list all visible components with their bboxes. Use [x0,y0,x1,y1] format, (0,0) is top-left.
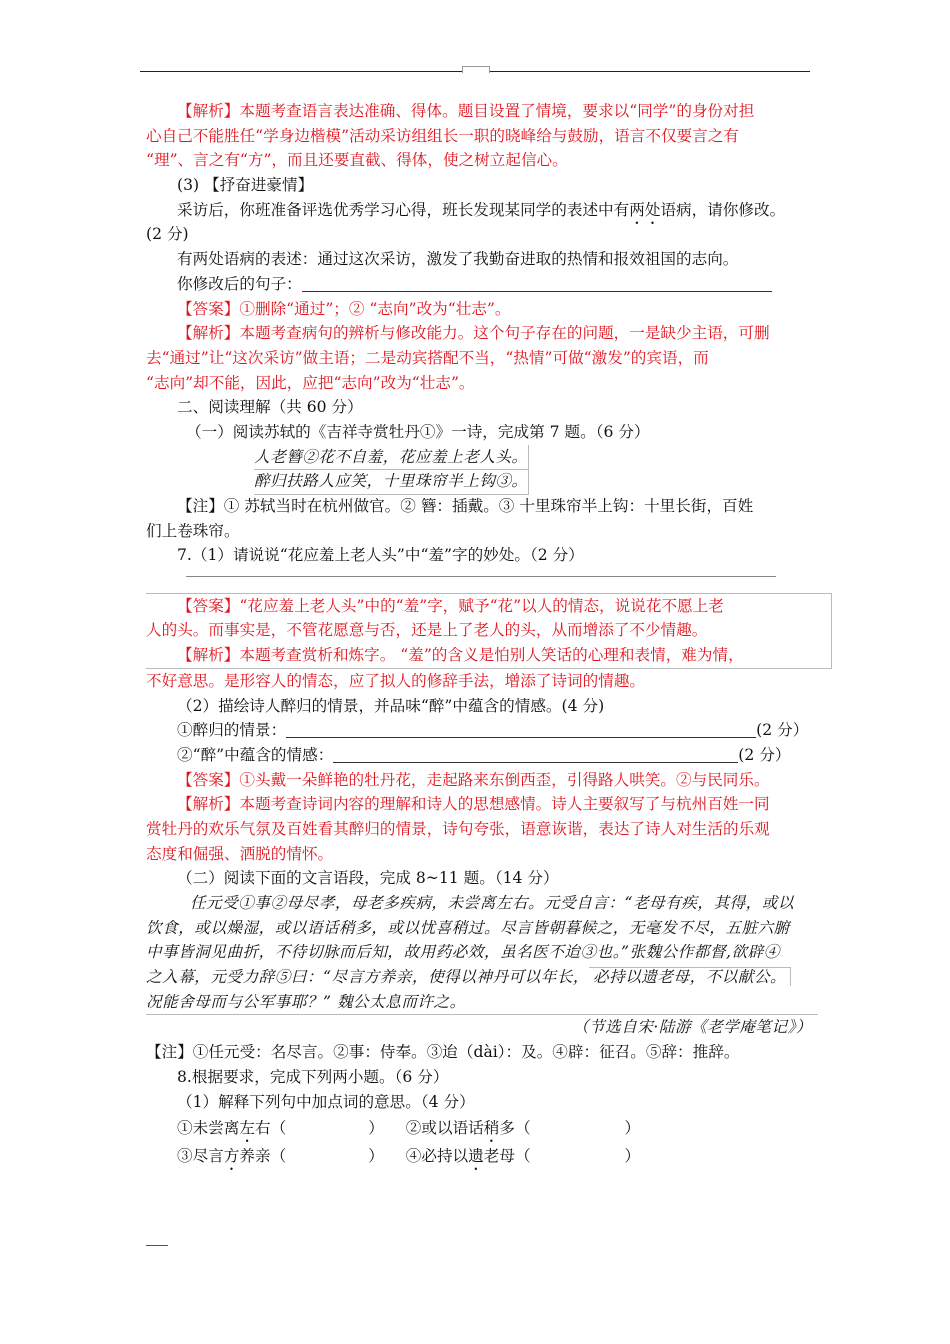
question-8-1: （1）解释下列句中加点词的意思。（4 分） [177,1092,475,1111]
poem-line: 人老簪②花不自羞，花应羞上老人头。 [146,445,818,470]
analysis-line: 心自己不能胜任“学身边楷模”活动采访组组长一职的晓峰给与鼓励，语言不仅要言之有 [146,126,739,145]
analysis-line: 【解析】本题考查病句的辨析与修改能力。这个句子存在的问题，一是缺少主语，可删 [177,324,770,343]
question-heading: (3) 【抒奋进豪情】 [177,176,314,195]
analysis-line: “理”、言之有“方”，而且还要直截、得体，使之树立起信心。 [146,151,568,170]
classical-text-line: 中事皆洞见曲折，不待切脉而后知，故用药必效，虽名医不迨③也。”张魏公作都督,欲辟④ [146,943,780,962]
answer-blank[interactable] [302,275,772,292]
analysis-line: 赏牡丹的欢乐气氛及百姓看其醉归的情景，诗句夸张，语意诙谐，表达了诗人对生活的乐观 [146,819,770,838]
answer-line: 【答案】“花应羞上老人头”中的“羞”字，赋予“花”以人的情态，说说花不愿上老 [177,596,724,615]
analysis-line: 态度和倔强、洒脱的情怀。 [146,844,334,863]
note-line: 【注】①任元受：名尽言。②事：侍奉。③迨（dài）：及。④辟：征召。⑤辞：推辞。 [146,1043,740,1062]
document-body [146,99,818,1170]
classical-text-line: 之入幕，元受力辞⑤曰：“尽言方养亲，使得以神丹可以年长， 必持以遗老母，不以献公。 [146,965,818,990]
note-line: 们上卷珠帘。 [146,521,240,540]
part-title: （一）阅读苏轼的《吉祥寺赏牡丹①》一诗，完成第 7 题。（6 分） [186,422,650,441]
answer-line: 【答案】①头戴一朵鲜艳的牡丹花，走起路来东倒西歪，引得路人哄笑。②与民同乐。 [177,770,770,789]
header-tab-mark [462,66,490,73]
note-line: 【注】① 苏轼当时在杭州做官。② 簪：插戴。③ 十里珠帘半上钩：十里长街，百姓 [177,497,754,515]
analysis-line: 【解析】本题考查赏析和炼字。 “羞”的含义是怕别人笑话的心理和表情，难为情， [177,646,744,665]
analysis-line: “志向”却不能，因此，应把“志向”改为“壮志”。 [146,373,475,392]
faulty-sentence: 有两处语病的表述：通过这次采访，激发了我勤奋进取的热情和报效祖国的志向。 [177,250,739,269]
question-8: 8.根据要求，完成下列两小题。（6 分） [177,1067,449,1086]
analysis-line: 【解析】本题考查语言表达准确、得体。题目设置了情境，要求以“同学”的身份对担 [177,102,755,120]
answer-blank[interactable] [286,721,756,738]
answer-blank-rule[interactable] [146,568,818,593]
answer-fill-row: 你修改后的句子： [146,272,818,297]
source-citation: （节选自宋·陆游《老学庵笔记》） [178,1014,818,1040]
classical-text-line: 任元受①事②母尽孝，母老多疾病，未尝离左右。元受自言：“老母有疾，其得，或以 [190,894,794,912]
emphasized-word: 两处 [629,200,661,219]
answer-box [146,593,832,669]
answer-line: 【答案】①删除“通过”；② “志向”改为“壮志”。 [177,299,511,318]
answer-blank[interactable] [333,746,738,763]
analysis-line: 去“通过”让“这次采访”做主语；二是动宾搭配不当，“热情”可做“激发”的宾语，而 [146,348,709,367]
poem-line: 醉归扶路人应笑，十里珠帘半上钩③。 [146,469,818,494]
fill-row: ②“醉”中蕴含的情感： (2 分） [177,745,791,764]
part-title: （二）阅读下面的文言语段，完成 8~11 题。（14 分） [177,869,559,888]
word-item-row: ①未尝离左右（ ） ②或以语话稍多（ ） [177,1119,641,1138]
answer-line: 人的头。而事实是，不管花愿意与否，还是上了老人的头，从而增添了不少情趣。 [146,621,708,640]
question-7-2: （2）描绘诗人醉归的情景，并品味“醉”中蕴含的情感。(4 分) [177,696,605,715]
word-item-row: ③尽言方养亲（ ） ④必持以遗老母（ ） [177,1147,641,1166]
question-prompt: 采访后，你班准备评选优秀学习心得，班长发现某同学的表述中有两处语病，请你修改。 [177,200,786,219]
question-7-1: 7.（1）请说说“花应羞上老人头”中“羞”字的妙处。（2 分） [177,546,584,565]
classical-text-line: 况能舍母而与公军事耶？” 魏公太息而许之。 [146,990,818,1015]
footer-mark [146,1245,168,1246]
section-title: 二、阅读理解（共 60 分） [177,398,363,417]
classical-text-line: 饮食，或以燥湿，或以语话稍多，或以忧喜稍过。尽言皆朝暮候之，无毫发不尽，五脏六腑 [146,918,790,937]
fill-row: ①醉归的情景： (2 分） [177,721,809,740]
analysis-line: 不好意思。是形容人的情态，应了拟人的修辞手法，增添了诗词的情趣。 [146,671,646,690]
analysis-line: 【解析】本题考查诗词内容的理解和诗人的思想感情。诗人主要叙写了与杭州百姓一同 [177,795,770,814]
question-score: (2 分) [146,225,189,244]
